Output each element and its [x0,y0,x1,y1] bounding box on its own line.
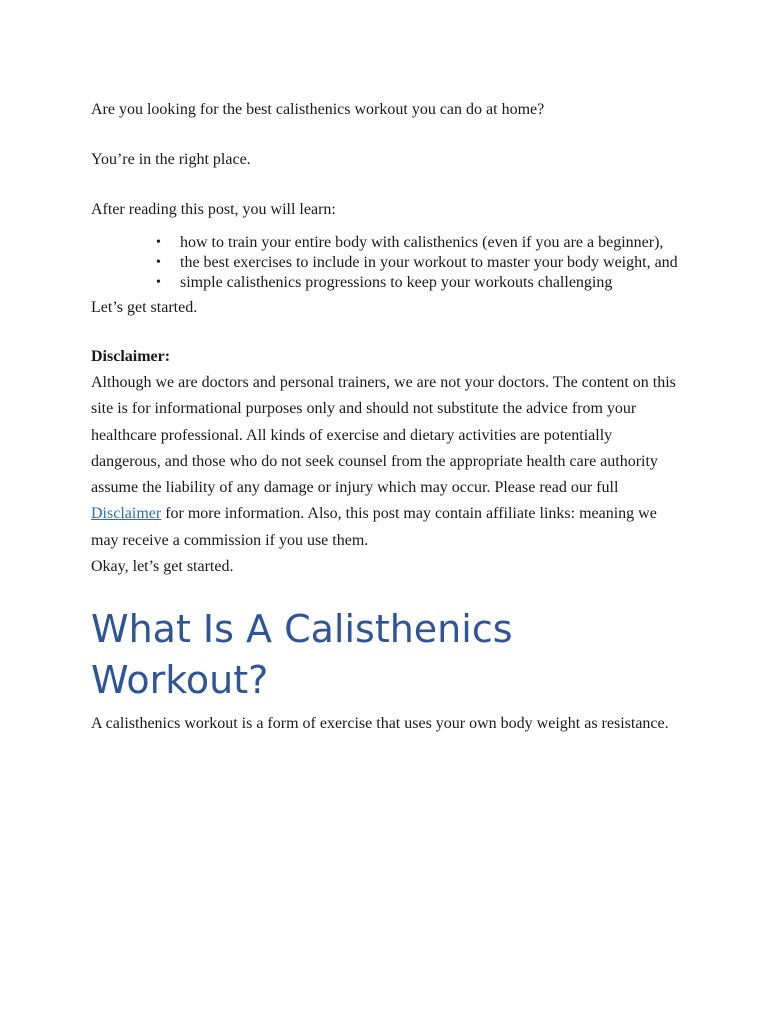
disclaimer-link[interactable]: Disclaimer [91,505,162,523]
okay-lets-get-started: Okay, let’s get started. [91,558,234,576]
section-heading: What Is A Calisthenics Workout? [91,607,513,703]
list-item [91,273,681,293]
bullet-icon: • [156,255,161,270]
bullet-icon: • [156,235,161,250]
intro-right-place: You’re in the right place. [91,151,251,168]
list-item-text: how to train your entire body with calisthenics (even if you are a beginner), [180,234,664,251]
intro-learn: After reading this post, you will learn: [91,201,336,218]
disclaimer-text [91,370,681,554]
section-text: A calisthenics workout is a form of exercise that uses your own body weight as resistance. [91,715,669,733]
disclaimer-text-before: Although we are doctors and personal trainers, we are not your doctors. The content on this site is for informational purposes only and should not substitute the advice from your healthcare professional. All kinds of exercise and dietary activities are potentially dangerous, and those who do not seek counsel from the appropriate health care authority assume the liability of any damage or injury which may occur. Please read our full [91,374,676,497]
list-item-text: simple calisthenics progressions to keep your workouts challenging [180,274,613,291]
intro-question: Are you looking for the best calisthenics workout you can do at home? [91,101,545,118]
list-item-text: the best exercises to include in your workout to master your body weight, and [180,254,678,271]
list-item [91,253,681,273]
bullet-icon: • [156,275,161,290]
document-page [91,97,681,737]
learn-list [91,233,681,293]
disclaimer-heading: Disclaimer: [91,348,171,365]
lets-get-started: Let’s get started. [91,299,198,316]
disclaimer-text-after: for more information. Also, this post may contain affiliate links: meaning we may receive a commission if you use them. [91,505,657,549]
list-item [91,233,681,253]
